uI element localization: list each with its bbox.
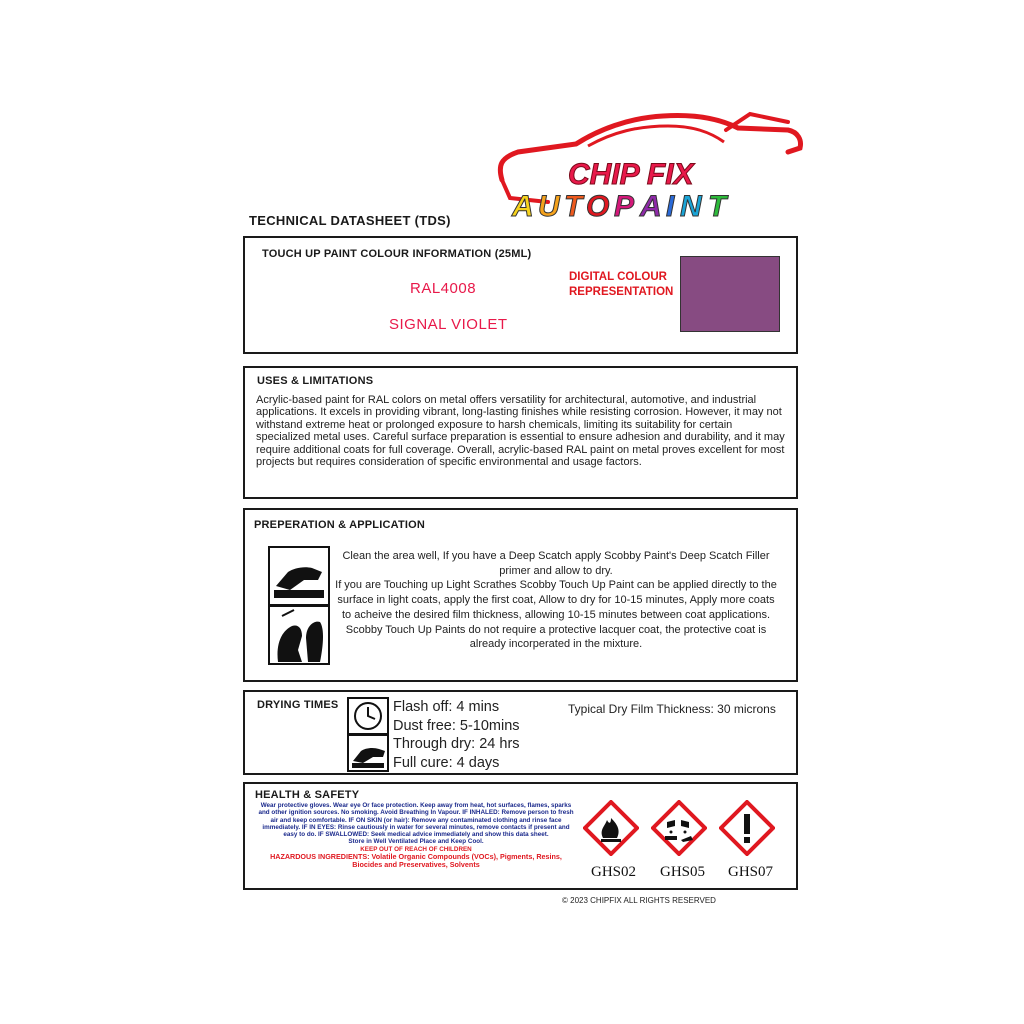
drying-icons	[347, 697, 389, 773]
preparation-line1: Clean the area well, If you have a Deep Scatch apply Scobby Paint's Deep Scatch Filler primer and allow to dry.	[342, 550, 770, 577]
ghs07-exclamation-icon	[719, 800, 775, 856]
svg-text:T: T	[564, 190, 583, 223]
svg-text:T: T	[708, 190, 727, 223]
copyright: © 2023 CHIPFIX ALL RIGHTS RESERVED	[562, 896, 716, 905]
preparation-line2: If you are Touching up Light Scrathes Scobby Touch Up Paint can be applied directly to the surface in light coats, apply the first coat, Allow to dry for 10-15 minutes, Apply more coats to acheive the desired film thickness, allowing 10-15 minutes between coat applications. Scobby Touch Up Paints do not require a protective lacquer coat, the protective coat is already incorperated in the mixture.	[335, 579, 777, 651]
svg-text:O: O	[586, 190, 610, 223]
svg-text:A: A	[640, 190, 662, 223]
colour-info-title: TOUCH UP PAINT COLOUR INFORMATION (25ML)	[262, 248, 532, 260]
chip-fix-autopaint-logo	[488, 108, 808, 226]
document-title: TECHNICAL DATASHEET (TDS)	[249, 213, 451, 228]
svg-text:N: N	[680, 190, 702, 223]
ghs-label: GHS07	[728, 864, 774, 880]
storage-note: Store in Well Ventilated Place and Keep Cool.	[348, 838, 484, 846]
svg-text:I: I	[666, 190, 675, 223]
health-safety-text	[256, 802, 576, 870]
drying-title: DRYING TIMES	[257, 699, 339, 711]
drying-time-item: Full cure: 4 days	[393, 754, 500, 771]
drying-time-item: Through dry: 24 hrs	[393, 736, 520, 752]
hazardous-ingredients: HAZARDOUS INGREDIENTS: Volatile Organic Compounds (VOCs), Pigments, Resins, Biocides and Preservatives, Solvents	[270, 852, 562, 870]
ghs02-flame-icon	[583, 800, 639, 856]
children-warning: KEEP OUT OF REACH OF CHILDREN	[360, 845, 472, 853]
application-instruction-icons	[268, 546, 330, 666]
colour-swatch	[680, 256, 780, 332]
colour-name: SIGNAL VIOLET	[389, 316, 508, 333]
film-thickness: Typical Dry Film Thickness: 30 microns	[568, 702, 776, 716]
drying-times-list	[393, 698, 520, 772]
drying-time-item: Flash off: 4 mins	[393, 699, 500, 715]
digital-colour-label: DIGITAL COLOUR REPRESENTATION	[569, 271, 674, 298]
svg-text:U: U	[538, 190, 560, 223]
uses-title: USES & LIMITATIONS	[257, 375, 374, 387]
svg-text:A: A	[512, 190, 534, 223]
ghs-label: GHS02	[591, 864, 637, 880]
uses-text: Acrylic-based paint for RAL colors on metal offers versatility for architectural, automotive, and industrial applications. It excels in providing vibrant, long-lasting finishes while resisting corrosion. However, it may not withstand extreme heat or prolonged exposure to harsh chemicals, limiting its suitability for certain specialized metal uses. Careful surface preparation is essential to ensure adhesion and durability, and it may require additional coats for full coverage. Overall, acrylic-based RAL paint on metal proves excellent for most projects but requires consideration of specific environmental and usage factors.	[256, 394, 785, 469]
preparation-text	[334, 549, 778, 652]
svg-text:P: P	[614, 190, 635, 223]
ghs-label: GHS05	[660, 864, 706, 880]
ghs05-corrosion-icon	[651, 800, 707, 856]
ral-code: RAL4008	[410, 280, 477, 297]
drying-time-item: Dust free: 5-10mins	[393, 717, 520, 734]
health-safety-title: HEALTH & SAFETY	[255, 789, 360, 801]
preparation-title: PREPERATION & APPLICATION	[254, 519, 426, 531]
logo-line1: CHIP FIX	[568, 158, 694, 191]
safety-instructions: Wear protective gloves. Wear eye Or face protection. Keep away from heat, hot surfaces, flames, sparks and other ignition sources. No smoking. Avoid Breathing In Vapour. IF INHALED: Remove person to fresh air and keep comfortable. IF ON SKIN (or hair): Remove any contaminated clothing and rinse face immediately. IF IN EYES: Rinse cautiously in water for several minutes, remove contacts if present and easy to do. IF SWALLOWED: Seek medical advice immediately and show this data sheet.	[258, 802, 574, 839]
